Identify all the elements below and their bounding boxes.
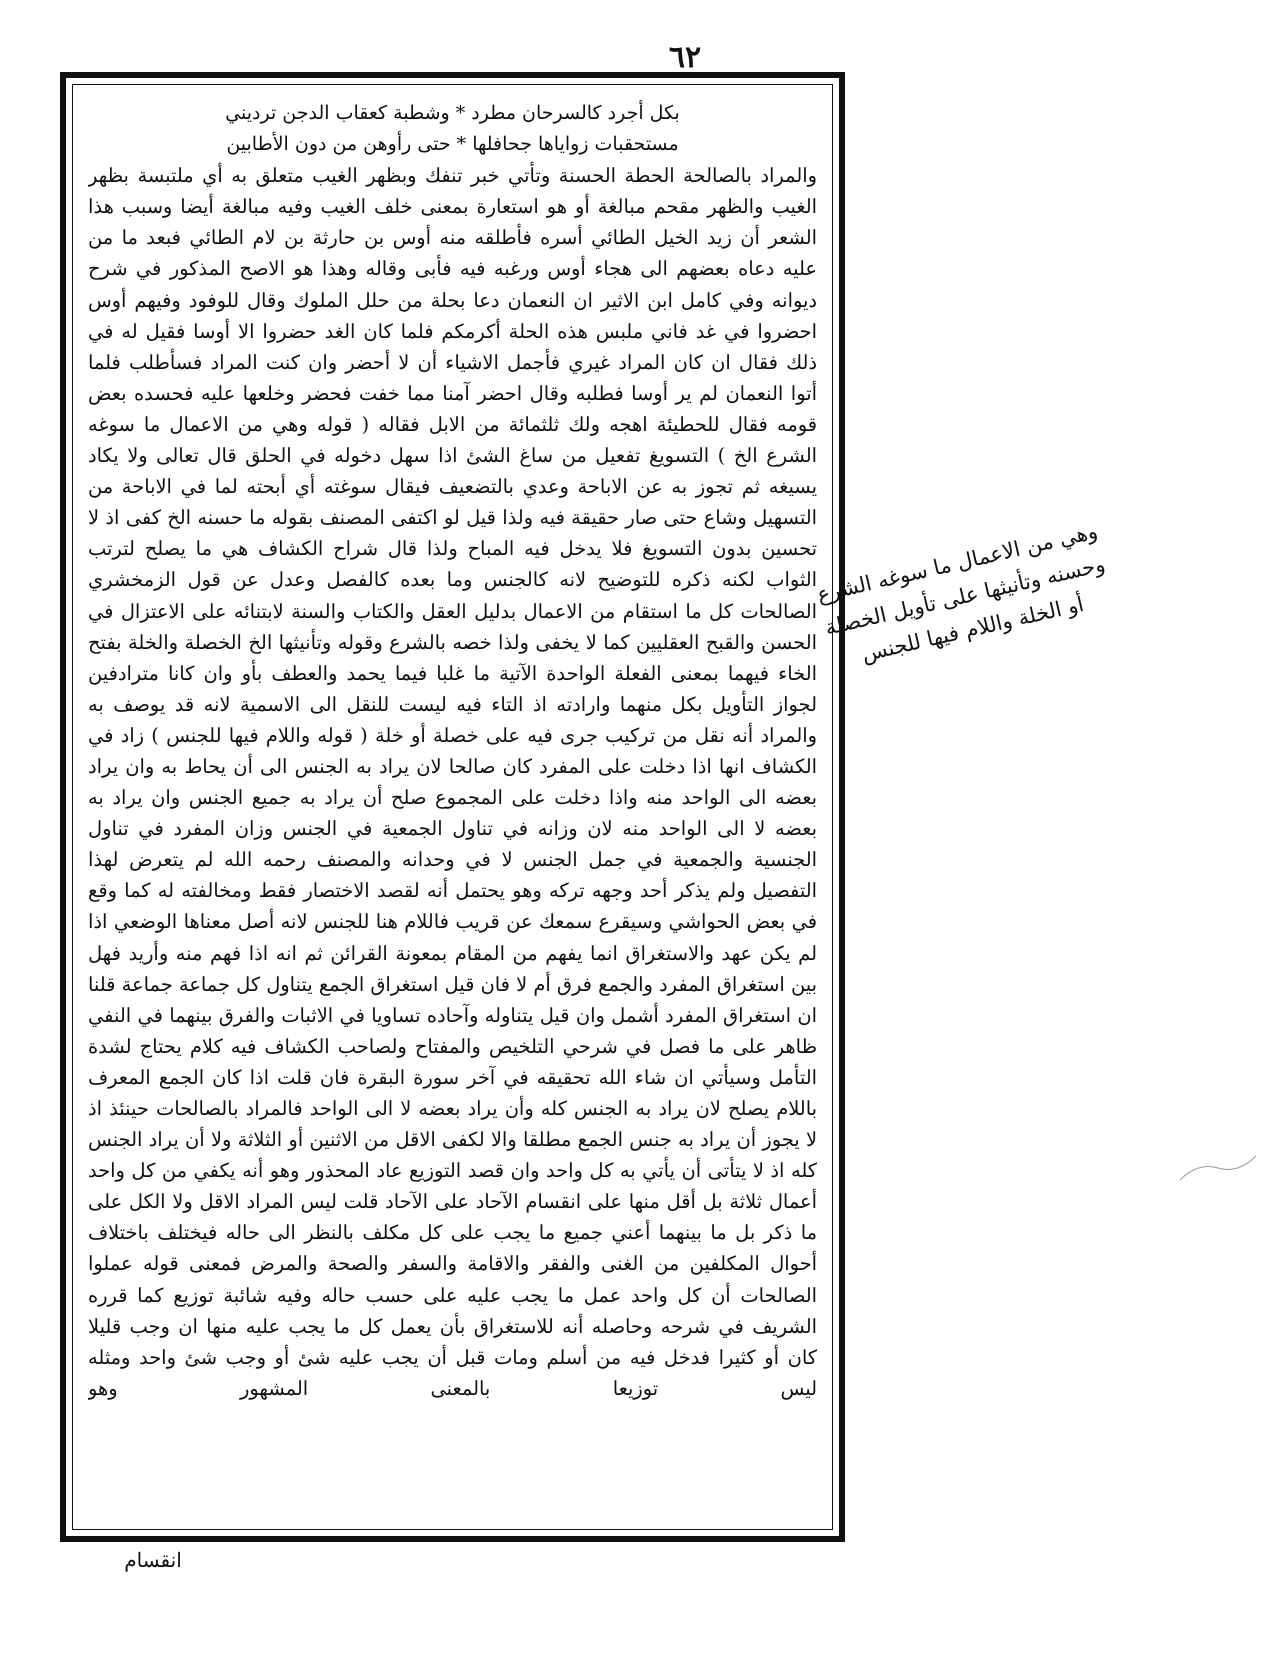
text-frame (60, 72, 845, 1542)
catchword: انقسام (124, 1548, 182, 1572)
main-text (88, 98, 817, 1522)
verse-line-1: بكل أجرد كالسرحان مطرد * وشطبة كعقاب الدجن ترديني (225, 102, 680, 124)
commentary-text: والمراد بالصالحة الحطة الحسنة وتأتي خبر تنفك وبظهر الغيب متعلق به أي ملتبسة بظهر الغيب والظهر مقحم مبالغة أو هو استعارة بمعنى خلف الغيب وفيه مبالغة أيضا وسبب هذا الشعر أن زيد الخيل الطائي أسره فأطلقه منه أوس بن حارثة بن لام الطائي فبعد ما من عليه دعاه بعضهم الى هجاء أوس ورغبه فيه فأبى وقاله وهذا هو الاصح المذكور في شرح ديوانه وفي كامل ابن الاثير ان النعمان دعا بحلة من حلل الملوك وقال للوفود وفيهم أوس احضروا في غد فاني ملبس هذه الحلة أكرمكم فلما كان الغد حضروا الا أوسا فقيل له في ذلك فقال ان كان المراد غيري فأجمل الاشياء أن لا أحضر وان كنت المراد فسأطلب فلما أتوا النعمان لم ير أوسا فطلبه وقال احضر آمنا مما خفت فحضر وخلعها عليه فحسده بعض قومه فقال للحطيئة اهجه ولك ثلثمائة من الابل فقاله ( قوله وهي من الاعمال ما سوغه الشرع الخ ) التسويغ تفعيل من ساغ الشئ اذا سهل دخوله في الحلق قال تعالى ولا يكاد يسيغه ثم تجوز به عن الاباحة وعدي بالتضعيف فيقال سوغته أي أبحته لما في الاباحة من التسهيل وشاع حتى صار حقيقة فيه ولذا قيل لو اكتفى المصنف بقوله ما حسنه الخ كفى اذ لا تحسين بدون التسويغ فلا يدخل فيه المباح ولذا قال شراح الكشاف هي ما يصلح لترتب الثواب لكنه ذكره للتوضيح لانه كالجنس وما بعده كالفصل وعدل عن قول الزمخشري الصالحات كل ما استقام من الاعمال بدليل العقل والكتاب والسنة لابتنائه على الاعتزال في الحسن والقبح العقليين كما لا يخفى ولذا خصه بالشرع وقوله وتأنيثها الخ الخصلة والخلة بفتح الخاء فيهما بمعنى الفعلة الواحدة الآتية ما غلبا فيما يحمد والعطف بأو وان كانا مترادفين لجواز التأويل بكل منهما وارادته اذ التاء فيه ليست للنقل الى الاسمية لانه قد يوصف به والمراد أنه نقل من تركيب جرى فيه على خصلة أو خلة ( قوله واللام فيها للجنس ) زاد في الكشاف انها اذا دخلت على المفرد كان صالحا لان يراد به الجنس الى أن يحاط به وان يراد بعضه الى الواحد منه واذا دخلت على المجموع صلح أن يراد به جميع الجنس وان يراد به بعضه لا الى الواحد منه لان وزانه في تناول الجمعية في الجنس وزان المفرد في تناول الجنسية والجمعية في جمل الجنس لا في وحدانه والمصنف رحمه الله لم يتعرض لهذا التفصيل ولم يذكر أحد وجهه تركه وهو يحتمل أنه لقصد الاختصار فقط ومخالفته له كما وقع في بعض الحواشي وسيقرع سمعك عن قريب فاللام هنا للجنس لانه أصل معناها الوضعي اذا لم يكن عهد والاستغراق انما يفهم من المقام بمعونة القرائن ثم انه اذا فهم منه وأريد فهل بين استغراق المفرد والجمع فرق أم لا فان قيل استغراق الجمع يتناول كل جماعة جماعة قلنا ان استغراق المفرد أشمل وان قيل يتناوله وآحاده تساويا في الاثبات والفرق بينهما في النفي ظاهر على ما فصل في شرحي التلخيص والمفتاح ولصاحب الكشاف فيه كلام يحتاج لشدة التأمل وسيأتي ان شاء الله تحقيقه في آخر سورة البقرة فان قلت اذا كان الجمع المعرف باللام يصلح لان يراد به الجنس كله وأن يراد بعضه لا الى الواحد فالمراد بالصالحات حينئذ اذ لا يجوز أن يراد به جنس الجمع مطلقا والا لكفى الاقل من الاثنين أو الثلاثة ولا أن يراد الجنس كله اذ لا يتأتى أن يأتي به كل واحد وان قصد التوزيع عاد المحذور وهو أنه يكفي من كل واحد أعمال ثلاثة بل أقل منها على انقسام الآحاد على الآحاد قلت ليس المراد الاقل ولا الكل على ما ذكر بل ما بينهما أعني جميع ما يجب على كل مكلف بالنظر الى حاله فيختلف باختلاف أحوال المكلفين من الغنى والفقر والاقامة والسفر والصحة والمرض فمعنى قوله عملوا الصالحات أن كل واحد عمل ما يجب عليه على حسب حاله وفيه شائبة توزيع كما قرره الشريف في شرحه وحاصله أنه للاستغراق بأن يعمل كل ما يجب عليه منها ان وجب قليلا كان أو كثيرا فدخل فيه من أسلم ومات قبل أن يجب عليه شئ أو وجب شئ واحد ومثله ليس توزيعا بالمعنى المشهور وهو (88, 164, 817, 1400)
verse-line-2: مستحقبات زواياها جحافلها * حتى رأوهن من دون الأطابين (226, 133, 679, 156)
page-edge-mark (1178, 1150, 1258, 1190)
page-number: ٦٢ (668, 40, 702, 75)
marginal-note: وهي من الاعمال ما سوغه الشرع وحسنه وتأنيثها على تأويل الخصلة أو الخلة واللام فيها للجنس (814, 518, 1108, 667)
